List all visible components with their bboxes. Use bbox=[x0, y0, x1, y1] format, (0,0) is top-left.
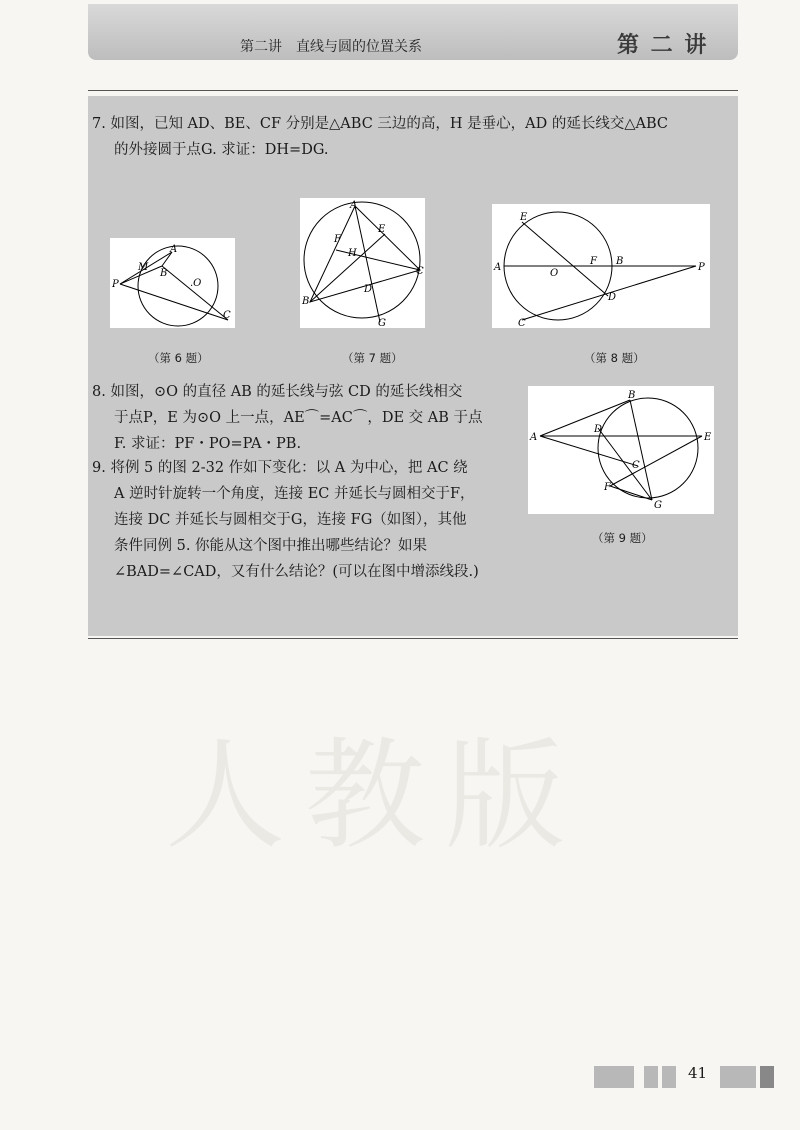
footer-bar-2 bbox=[644, 1066, 658, 1088]
svg-text:E: E bbox=[704, 432, 712, 443]
svg-text:A: A bbox=[530, 432, 538, 443]
svg-text:A: A bbox=[350, 200, 358, 211]
svg-text:E: E bbox=[520, 212, 528, 223]
caption-fig9: （第 9 题） bbox=[592, 531, 653, 545]
svg-text:C: C bbox=[518, 318, 526, 328]
problem-8-line3: F. 求证：PF・PO=PA・PB. bbox=[114, 436, 302, 452]
problem-7-line1: 7. 如图，已知 AD、BE、CF 分别是△ABC 三边的高，H 是垂心，AD 的延长线交△ABC bbox=[92, 116, 669, 132]
svg-text:H: H bbox=[348, 248, 357, 259]
svg-text:O: O bbox=[550, 268, 559, 279]
figure-7 bbox=[300, 198, 425, 328]
svg-text:G: G bbox=[654, 500, 662, 511]
footer-bar-3 bbox=[662, 1066, 676, 1088]
svg-text:E: E bbox=[378, 224, 386, 235]
page-number: 41 bbox=[688, 1064, 708, 1082]
svg-text:D: D bbox=[608, 292, 617, 303]
svg-text:A: A bbox=[170, 244, 178, 255]
svg-text:M: M bbox=[138, 262, 149, 273]
svg-text:G: G bbox=[378, 318, 386, 328]
problem-8-line1: 8. 如图，⊙O 的直径 AB 的延长线与弦 CD 的延长线相交 bbox=[92, 384, 463, 400]
figure-8 bbox=[492, 204, 710, 328]
caption-fig6: （第 6 题） bbox=[148, 351, 209, 365]
problem-9-line1: 9. 将例 5 的图 2-32 作如下变化：以 A 为中心，把 AC 绕 bbox=[92, 460, 468, 476]
svg-text:B: B bbox=[628, 390, 636, 401]
problem-9-line5: ∠BAD=∠CAD，又有什么结论？(可以在图中增添线段.) bbox=[114, 564, 479, 580]
svg-text:D: D bbox=[364, 284, 373, 295]
problem-7-line2: 的外接圆于点G. 求证：DH=DG. bbox=[114, 142, 329, 158]
problem-8-line2: 于点P，E 为⊙O 上一点，AE⌒=AC⌒，DE 交 AB 于点 bbox=[114, 410, 483, 426]
problem-9-line4: 条件同例 5. 你能从这个图中推出哪些结论？如果 bbox=[114, 538, 428, 554]
figure-6 bbox=[110, 238, 235, 328]
svg-text:C: C bbox=[416, 266, 424, 277]
problem-9-line2: A 逆时针旋转一个角度，连接 EC 并延长与圆相交于F， bbox=[114, 486, 475, 502]
svg-text:F: F bbox=[604, 482, 611, 493]
svg-text:C: C bbox=[632, 460, 640, 471]
problem-9-line3: 连接 DC 并延长与圆相交于G，连接 FG（如图），其他 bbox=[114, 512, 467, 528]
caption-fig7: （第 7 题） bbox=[342, 351, 403, 365]
svg-text:F: F bbox=[334, 234, 341, 245]
footer-bar-1 bbox=[594, 1066, 634, 1088]
svg-text:B: B bbox=[160, 268, 168, 279]
svg-text:A: A bbox=[494, 262, 502, 273]
svg-text:B: B bbox=[616, 256, 624, 267]
svg-text:B: B bbox=[302, 296, 310, 307]
lecture-label: 第 二 讲 bbox=[617, 32, 709, 58]
publisher-watermark: 人教版 bbox=[165, 727, 585, 866]
svg-text:C: C bbox=[223, 310, 231, 321]
footer-bar-5 bbox=[760, 1066, 774, 1088]
svg-text:.O: .O bbox=[190, 278, 202, 289]
figure-9 bbox=[528, 386, 714, 514]
svg-text:P: P bbox=[112, 279, 119, 290]
svg-text:F: F bbox=[590, 256, 597, 267]
svg-text:D: D bbox=[594, 424, 603, 435]
svg-text:P: P bbox=[698, 262, 705, 273]
footer-bar-4 bbox=[720, 1066, 756, 1088]
top-rule bbox=[88, 90, 738, 91]
caption-fig8: （第 8 题） bbox=[584, 351, 645, 365]
chapter-title: 第二讲 直线与圆的位置关系 bbox=[240, 39, 422, 55]
bottom-rule bbox=[88, 638, 738, 639]
